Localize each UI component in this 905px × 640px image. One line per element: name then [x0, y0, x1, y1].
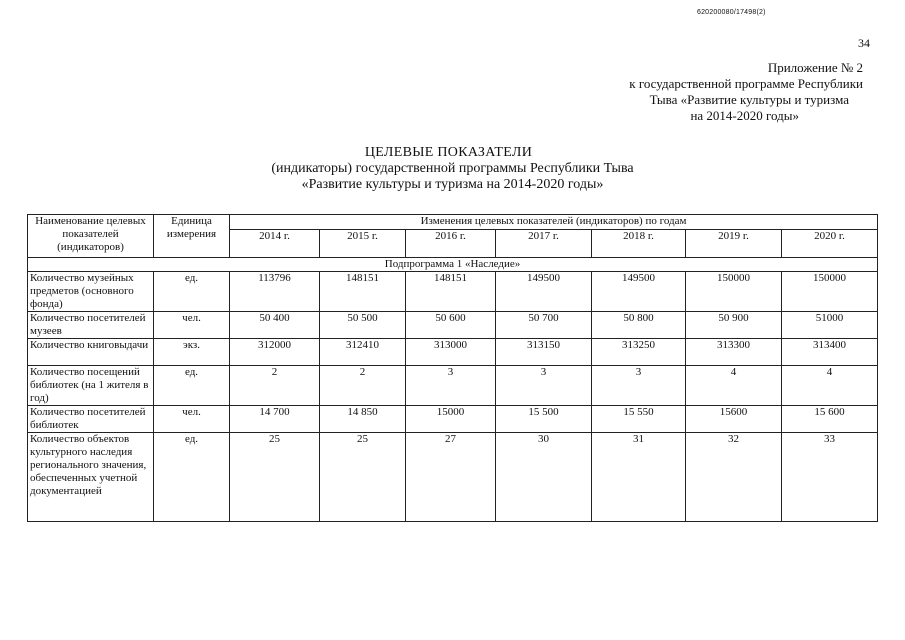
row-unit: ед.: [154, 366, 230, 406]
row-indicator-name: Количество книговыдачи: [28, 339, 154, 366]
table-row: [28, 406, 878, 433]
row-value: 313150: [496, 339, 592, 366]
document-id: 620200080/17498(2): [697, 9, 766, 16]
row-indicator-name: Количество объектов культурного наследия регионального значения, обеспеченных учетной документацией: [28, 433, 154, 522]
row-value: 3: [592, 366, 686, 406]
row-value: 33: [782, 433, 878, 522]
header-year: 2018 г.: [592, 230, 686, 258]
header-unit: Единица измерения: [154, 215, 230, 258]
row-value: 15 600: [782, 406, 878, 433]
header-year: 2015 г.: [320, 230, 406, 258]
row-unit: ед.: [154, 272, 230, 312]
appendix-line-3: Тыва «Развитие культуры и туризма: [649, 92, 849, 107]
row-value: 148151: [320, 272, 406, 312]
row-value: 3: [496, 366, 592, 406]
table-row: [28, 339, 878, 366]
header-indicator-name: Наименование целевых показателей (индикаторов): [28, 215, 154, 258]
row-value: 2: [320, 366, 406, 406]
row-value: 50 600: [406, 312, 496, 339]
table-row: [28, 272, 878, 312]
header-year: 2020 г.: [782, 230, 878, 258]
row-value: 149500: [496, 272, 592, 312]
row-value: 312410: [320, 339, 406, 366]
row-indicator-name: Количество посещений библиотек (на 1 жителя в год): [28, 366, 154, 406]
row-value: 313000: [406, 339, 496, 366]
row-value: 50 700: [496, 312, 592, 339]
indicators-table: [27, 214, 878, 522]
header-year: 2014 г.: [230, 230, 320, 258]
row-unit: ед.: [154, 433, 230, 522]
row-value: 15 500: [496, 406, 592, 433]
row-value: 30: [496, 433, 592, 522]
table-row: [28, 312, 878, 339]
appendix-line-1: Приложение № 2: [767, 60, 863, 75]
row-value: 15000: [406, 406, 496, 433]
row-value: 313300: [686, 339, 782, 366]
row-value: 312000: [230, 339, 320, 366]
appendix-header: [503, 60, 863, 124]
row-value: 113796: [230, 272, 320, 312]
table-row: [28, 366, 878, 406]
row-indicator-name: Количество посетителей музеев: [28, 312, 154, 339]
table-row: [28, 433, 878, 522]
row-value: 313250: [592, 339, 686, 366]
row-value: 32: [686, 433, 782, 522]
row-unit: экз.: [154, 339, 230, 366]
row-unit: чел.: [154, 406, 230, 433]
row-value: 150000: [782, 272, 878, 312]
row-value: 149500: [592, 272, 686, 312]
row-value: 148151: [406, 272, 496, 312]
row-value: 4: [686, 366, 782, 406]
header-year: 2019 г.: [686, 230, 782, 258]
title-line-2: (индикаторы) государственной программы Республики Тыва: [271, 161, 634, 176]
title-line-1: ЦЕЛЕВЫЕ ПОКАЗАТЕЛИ: [364, 145, 533, 160]
row-value: 50 400: [230, 312, 320, 339]
row-indicator-name: Количество посетителей библиотек: [28, 406, 154, 433]
row-value: 150000: [686, 272, 782, 312]
row-value: 27: [406, 433, 496, 522]
row-value: 313400: [782, 339, 878, 366]
row-value: 4: [782, 366, 878, 406]
row-value: 50 800: [592, 312, 686, 339]
row-value: 3: [406, 366, 496, 406]
subprogram-row: [28, 258, 878, 272]
row-value: 15600: [686, 406, 782, 433]
row-value: 2: [230, 366, 320, 406]
appendix-line-4: на 2014-2020 годы»: [690, 108, 799, 123]
header-changes-by-year: Изменения целевых показателей (индикаторов) по годам: [230, 215, 878, 230]
row-indicator-name: Количество музейных предметов (основного фонда): [28, 272, 154, 312]
title-line-3: «Развитие культуры и туризма на 2014-2020 годы»: [301, 177, 604, 192]
row-unit: чел.: [154, 312, 230, 339]
row-value: 50 500: [320, 312, 406, 339]
subprogram-label: Подпрограмма 1 «Наследие»: [28, 258, 878, 272]
appendix-line-2: к государственной программе Республики: [629, 76, 863, 91]
page-number: 34: [858, 36, 870, 50]
row-value: 15 550: [592, 406, 686, 433]
row-value: 25: [320, 433, 406, 522]
row-value: 31: [592, 433, 686, 522]
row-value: 50 900: [686, 312, 782, 339]
row-value: 14 700: [230, 406, 320, 433]
document-title: [0, 145, 905, 193]
header-year: 2016 г.: [406, 230, 496, 258]
row-value: 51000: [782, 312, 878, 339]
row-value: 14 850: [320, 406, 406, 433]
header-year: 2017 г.: [496, 230, 592, 258]
row-value: 25: [230, 433, 320, 522]
